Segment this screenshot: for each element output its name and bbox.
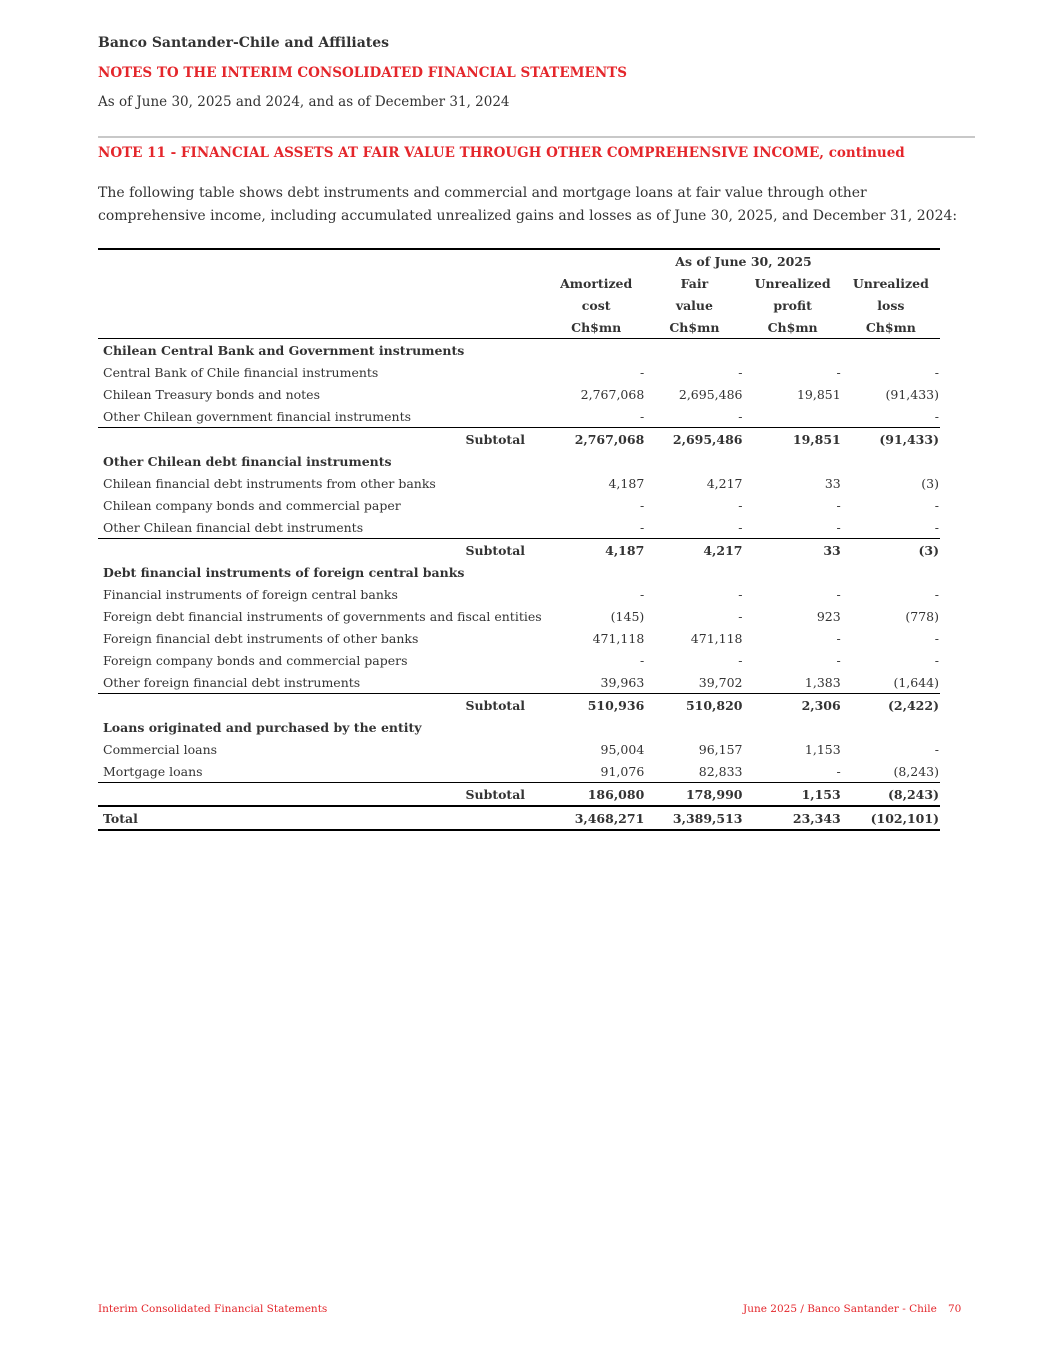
row-value: 1,153 (804, 741, 841, 757)
subtotal-value: 1,153 (744, 783, 842, 807)
subtotal-value: 33 (744, 539, 842, 562)
footer-period: June 2025 / Banco Santander - Chile (743, 1303, 937, 1315)
table-row (98, 738, 940, 760)
row-value: - (836, 519, 841, 535)
row-value: 19,851 (796, 386, 841, 402)
subtotal-value: 2,767,068 (547, 428, 645, 451)
row-value: - (836, 763, 841, 779)
subtotal-value: (3) (842, 539, 940, 562)
col-header: value (675, 297, 713, 313)
section-header-row (98, 450, 940, 472)
subtotal-value: 510,936 (547, 694, 645, 717)
subtotal-value: 2,695,486 (645, 428, 743, 451)
row-value: 4,217 (706, 475, 743, 491)
subtotal-row (98, 539, 940, 562)
row-value: 471,118 (690, 630, 743, 646)
row-value: 2,695,486 (678, 386, 743, 402)
row-value: 95,004 (600, 741, 645, 757)
row-value: - (934, 586, 939, 602)
table-row (98, 361, 940, 383)
col-header: Fair (680, 275, 709, 291)
row-value: - (836, 586, 841, 602)
row-value: 82,833 (698, 763, 743, 779)
subtotal-value: 19,851 (744, 428, 842, 451)
fair-value-table (98, 248, 940, 831)
row-value: 39,963 (600, 674, 645, 690)
subtotal-label: Subtotal (98, 694, 547, 717)
total-label: Total (98, 806, 547, 830)
table-row (98, 649, 940, 671)
row-value: - (738, 652, 743, 668)
subtotal-row (98, 783, 940, 807)
subtotal-label: Subtotal (98, 428, 547, 451)
column-units-row (98, 316, 940, 339)
table-row (98, 472, 940, 494)
row-value: - (934, 630, 939, 646)
row-value: - (836, 630, 841, 646)
note-title: NOTE 11 - FINANCIAL ASSETS AT FAIR VALUE THROUGH OTHER COMPREHENSIVE INCOME, continued (98, 145, 905, 161)
subtotal-value: 4,217 (645, 539, 743, 562)
subtotal-label: Subtotal (98, 539, 547, 562)
subtotal-value: 2,306 (744, 694, 842, 717)
row-label: Mortgage loans (103, 763, 203, 779)
subtotal-row (98, 694, 940, 717)
subtotal-value: 186,080 (547, 783, 645, 807)
row-label: Financial instruments of foreign central banks (103, 586, 398, 602)
col-unit: Ch$mn (744, 316, 842, 339)
row-value: - (934, 408, 939, 424)
row-value: - (738, 497, 743, 513)
row-value: - (640, 364, 645, 380)
row-label: Foreign financial debt instruments of other banks (103, 630, 419, 646)
row-value: - (934, 497, 939, 513)
row-value: - (836, 652, 841, 668)
footer-doc-title: Interim Consolidated Financial Statements (98, 1303, 328, 1315)
col-header: loss (877, 297, 905, 313)
col-header: Unrealized (852, 275, 929, 291)
subtotal-label: Subtotal (98, 783, 547, 807)
row-value: (91,433) (885, 386, 939, 402)
row-value: 91,076 (600, 763, 645, 779)
col-header: cost (581, 297, 611, 313)
row-value: (8,243) (893, 763, 939, 779)
row-value: 96,157 (698, 741, 743, 757)
col-header: profit (773, 297, 812, 313)
table-row (98, 494, 940, 516)
intro-paragraph: The following table shows debt instruments and commercial and mortgage loans at fair value through other comprehensive income, including accumulated unrealized gains and losses as of June 30, 2025, and December 31, 2024: (98, 185, 958, 224)
table-row (98, 760, 940, 783)
row-label: Other foreign financial debt instruments (103, 674, 361, 690)
table-row (98, 605, 940, 627)
period-header-row (98, 249, 940, 272)
row-value (744, 405, 842, 428)
col-header: Amortized (560, 275, 633, 291)
table-row (98, 405, 940, 428)
row-label: Other Chilean financial debt instruments (103, 519, 364, 535)
row-value: - (640, 497, 645, 513)
row-value: (778) (905, 608, 939, 624)
row-value: - (836, 364, 841, 380)
col-unit: Ch$mn (547, 316, 645, 339)
total-value: 3,389,513 (645, 806, 743, 830)
column-header-line2 (98, 294, 940, 316)
section-header-row (98, 561, 940, 583)
subtotal-value: (2,422) (842, 694, 940, 717)
page-number: 70 (948, 1303, 962, 1315)
row-value: - (934, 364, 939, 380)
col-header: Unrealized (754, 275, 831, 291)
col-unit: Ch$mn (645, 316, 743, 339)
row-label: Foreign company bonds and commercial papers (103, 652, 408, 668)
section-header-row (98, 716, 940, 738)
notes-title: NOTES TO THE INTERIM CONSOLIDATED FINANCIAL STATEMENTS (98, 65, 627, 81)
row-value: - (640, 652, 645, 668)
row-value: 33 (824, 475, 841, 491)
row-value: - (934, 519, 939, 535)
row-label: Chilean financial debt instruments from other banks (103, 475, 436, 491)
header-divider (98, 136, 975, 138)
row-label: Chilean company bonds and commercial paper (103, 497, 401, 513)
total-value: 23,343 (744, 806, 842, 830)
row-value: - (640, 519, 645, 535)
row-label: Foreign debt financial instruments of governments and fiscal entities (103, 608, 542, 624)
row-value: 2,767,068 (580, 386, 645, 402)
row-value: - (738, 519, 743, 535)
row-label: Central Bank of Chile financial instruments (103, 364, 379, 380)
as-of-line: As of June 30, 2025 and 2024, and as of December 31, 2024 (98, 94, 510, 110)
subtotal-row (98, 428, 940, 451)
subtotal-value: 178,990 (645, 783, 743, 807)
row-value: 4,187 (608, 475, 645, 491)
row-value: (1,644) (893, 674, 939, 690)
row-value: - (738, 608, 743, 624)
column-header-line1 (98, 272, 940, 294)
subtotal-value: 4,187 (547, 539, 645, 562)
row-value: - (738, 364, 743, 380)
row-value: 39,702 (698, 674, 743, 690)
row-value: (145) (610, 608, 645, 624)
row-value: - (640, 408, 645, 424)
row-value: - (738, 586, 743, 602)
table-row (98, 383, 940, 405)
section-header-row (98, 339, 940, 362)
section-title: Chilean Central Bank and Government instruments (103, 342, 465, 358)
section-title: Loans originated and purchased by the entity (103, 719, 422, 735)
subtotal-value: (8,243) (842, 783, 940, 807)
row-value: 1,383 (804, 674, 841, 690)
row-label: Other Chilean government financial instruments (103, 408, 412, 424)
table-row (98, 583, 940, 605)
row-label: Chilean Treasury bonds and notes (103, 386, 320, 402)
row-value: - (934, 741, 939, 757)
table-row (98, 627, 940, 649)
total-row (98, 806, 940, 830)
table-row (98, 516, 940, 539)
company-name: Banco Santander-Chile and Affiliates (98, 35, 390, 51)
section-title: Other Chilean debt financial instruments (103, 453, 392, 469)
total-value: 3,468,271 (547, 806, 645, 830)
row-value: - (934, 652, 939, 668)
row-value: (3) (921, 475, 939, 491)
section-title: Debt financial instruments of foreign central banks (103, 564, 465, 580)
subtotal-value: (91,433) (842, 428, 940, 451)
row-value: - (836, 497, 841, 513)
period-header: As of June 30, 2025 (675, 253, 812, 269)
row-value: 471,118 (592, 630, 645, 646)
total-value: (102,101) (842, 806, 940, 830)
col-unit: Ch$mn (842, 316, 940, 339)
row-value: 923 (816, 608, 841, 624)
row-value: - (738, 408, 743, 424)
row-label: Commercial loans (103, 741, 218, 757)
subtotal-value: 510,820 (645, 694, 743, 717)
table-row (98, 671, 940, 694)
row-value: - (640, 586, 645, 602)
